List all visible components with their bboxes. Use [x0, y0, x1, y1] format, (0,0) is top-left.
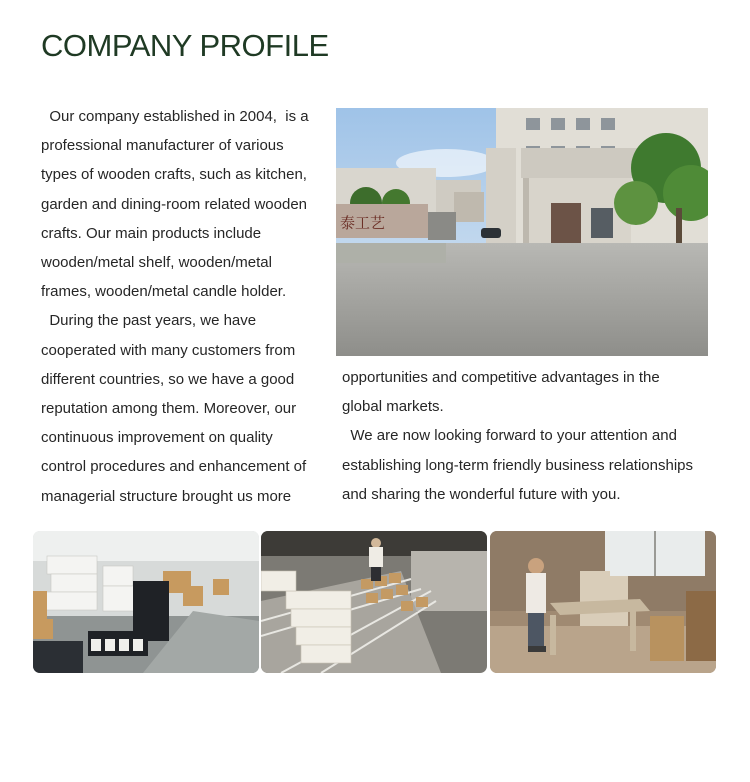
- text-line: wooden/metal shelf, wooden/metal: [41, 254, 272, 272]
- text-line: types of wooden crafts, such as kitchen,: [41, 166, 307, 184]
- text-line: reputation among them. Moreover, our: [41, 400, 297, 418]
- factory-sign-text: 泰工艺: [340, 214, 386, 232]
- text-line: establishing long-term friendly business relationships: [342, 456, 694, 474]
- text-line: managerial structure brought us more: [41, 487, 292, 505]
- text-line: During the past years, we have: [41, 312, 257, 330]
- text-line: different countries, so we have a good: [41, 370, 295, 388]
- text-line: garden and dining-room related wooden: [41, 195, 308, 213]
- woodworking-photo: [490, 531, 716, 673]
- text-line: frames, wooden/metal candle holder.: [41, 283, 287, 301]
- text-line: crafts. Our main products include: [41, 224, 262, 242]
- text-line: global markets.: [342, 398, 444, 416]
- profile-text-right: [342, 363, 693, 509]
- profile-text-left: [41, 102, 309, 511]
- warehouse-photo: [33, 531, 259, 673]
- text-line: control procedures and enhancement of: [41, 458, 307, 476]
- text-line: professional manufacturer of various: [41, 137, 284, 155]
- text-line: opportunities and competitive advantages in the: [342, 369, 660, 386]
- text-line: Our company established in 2004, is a: [41, 108, 309, 125]
- text-line: and sharing the wonderful future with you.: [342, 485, 621, 503]
- text-line: We are now looking forward to your attention and: [342, 427, 677, 445]
- workshop-photo: [261, 531, 487, 673]
- text-line: cooperated with many customers from: [41, 341, 296, 359]
- factory-exterior-photo: [336, 108, 708, 356]
- text-line: continuous improvement on quality: [41, 429, 273, 447]
- page-title: COMPANY PROFILE: [41, 28, 329, 63]
